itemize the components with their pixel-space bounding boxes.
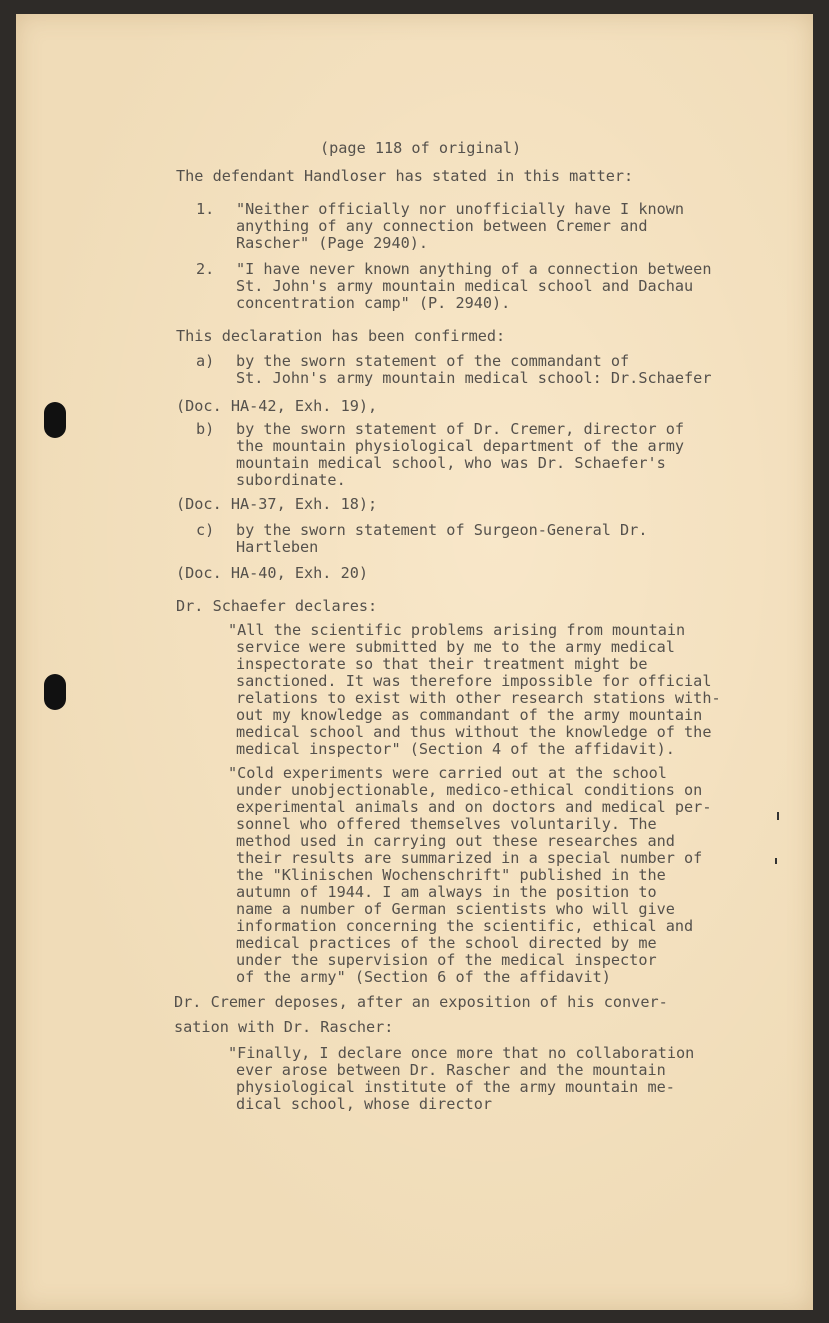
quote-line: the "Klinischen Wochenschrift" published in the — [236, 866, 666, 884]
stray-mark — [777, 812, 779, 820]
doc-reference: (Doc. HA-40, Exh. 20) — [176, 564, 369, 582]
punch-hole — [44, 674, 66, 710]
quote-line: dical school, whose director — [236, 1095, 493, 1113]
sub-item-line: by the sworn statement of the commandant of — [236, 352, 630, 370]
intro-line: The defendant Handloser has stated in this matter: — [176, 167, 634, 185]
quote-line: under the supervision of the medical inspector — [236, 951, 657, 969]
punch-hole — [44, 402, 66, 438]
sub-item-letter: b) — [196, 420, 215, 438]
quote-line: experimental animals and on doctors and medical per- — [236, 798, 712, 816]
item-line: Rascher" (Page 2940). — [236, 234, 429, 252]
cremer-intro: sation with Dr. Rascher: — [174, 1018, 394, 1036]
sub-item-line: the mountain physiological department of the army — [236, 437, 685, 455]
item-line: anything of any connection between Cremer and — [236, 217, 648, 235]
schaefer-intro: Dr. Schaefer declares: — [176, 597, 378, 615]
quote-line: their results are summarized in a special number of — [236, 849, 703, 867]
quote-line: "Cold experiments were carried out at the school — [228, 764, 667, 782]
stray-mark — [775, 858, 777, 864]
quote-line: service were submitted by me to the army medical — [236, 638, 675, 656]
quote-line: out my knowledge as commandant of the army mountain — [236, 706, 703, 724]
quote-line: under unobjectionable, medico-ethical conditions on — [236, 781, 703, 799]
sub-item-line: subordinate. — [236, 471, 346, 489]
sub-item-letter: c) — [196, 521, 215, 539]
cremer-intro: Dr. Cremer deposes, after an exposition of his conver- — [174, 993, 668, 1011]
doc-reference: (Doc. HA-42, Exh. 19), — [176, 397, 378, 415]
quote-line: medical inspector" (Section 4 of the affidavit). — [236, 740, 675, 758]
item-line: St. John's army mountain medical school and Dachau — [236, 277, 694, 295]
quote-line: information concerning the scientific, ethical and — [236, 917, 694, 935]
sub-item-line: Hartleben — [236, 538, 319, 556]
doc-reference: (Doc. HA-37, Exh. 18); — [176, 495, 378, 513]
item-line: concentration camp" (P. 2940). — [236, 294, 511, 312]
item-number: 2. — [196, 260, 215, 278]
quote-line: sonnel who offered themselves voluntarily. The — [236, 815, 657, 833]
quote-line: physiological institute of the army mountain me- — [236, 1078, 675, 1096]
sub-item-line: St. John's army mountain medical school: Dr.Schaefer — [236, 369, 712, 387]
quote-line: ever arose between Dr. Rascher and the mountain — [236, 1061, 666, 1079]
quote-line: method used in carrying out these researches and — [236, 832, 675, 850]
sub-item-line: by the sworn statement of Dr. Cremer, director of — [236, 420, 685, 438]
quote-line: medical practices of the school directed by me — [236, 934, 657, 952]
quote-line: "All the scientific problems arising from mountain — [228, 621, 686, 639]
quote-line: inspectorate so that their treatment might be — [236, 655, 648, 673]
item-line: "I have never known anything of a connection between — [236, 260, 712, 278]
quote-line: of the army" (Section 6 of the affidavit) — [236, 968, 611, 986]
sub-item-line: mountain medical school, who was Dr. Schaefer's — [236, 454, 666, 472]
quote-line: relations to exist with other research stations with- — [236, 689, 721, 707]
quote-line: "Finally, I declare once more that no collaboration — [228, 1044, 695, 1062]
item-line: "Neither officially nor unofficially have I known — [236, 200, 685, 218]
sub-item-letter: a) — [196, 352, 215, 370]
item-number: 1. — [196, 200, 215, 218]
page-header: (page 118 of original) — [320, 139, 522, 157]
quote-line: name a number of German scientists who will give — [236, 900, 675, 918]
quote-line: sanctioned. It was therefore impossible for official — [236, 672, 712, 690]
confirmed-line: This declaration has been confirmed: — [176, 327, 506, 345]
quote-line: autumn of 1944. I am always in the position to — [236, 883, 657, 901]
sub-item-line: by the sworn statement of Surgeon-General Dr. — [236, 521, 648, 539]
quote-line: medical school and thus without the knowledge of the — [236, 723, 712, 741]
